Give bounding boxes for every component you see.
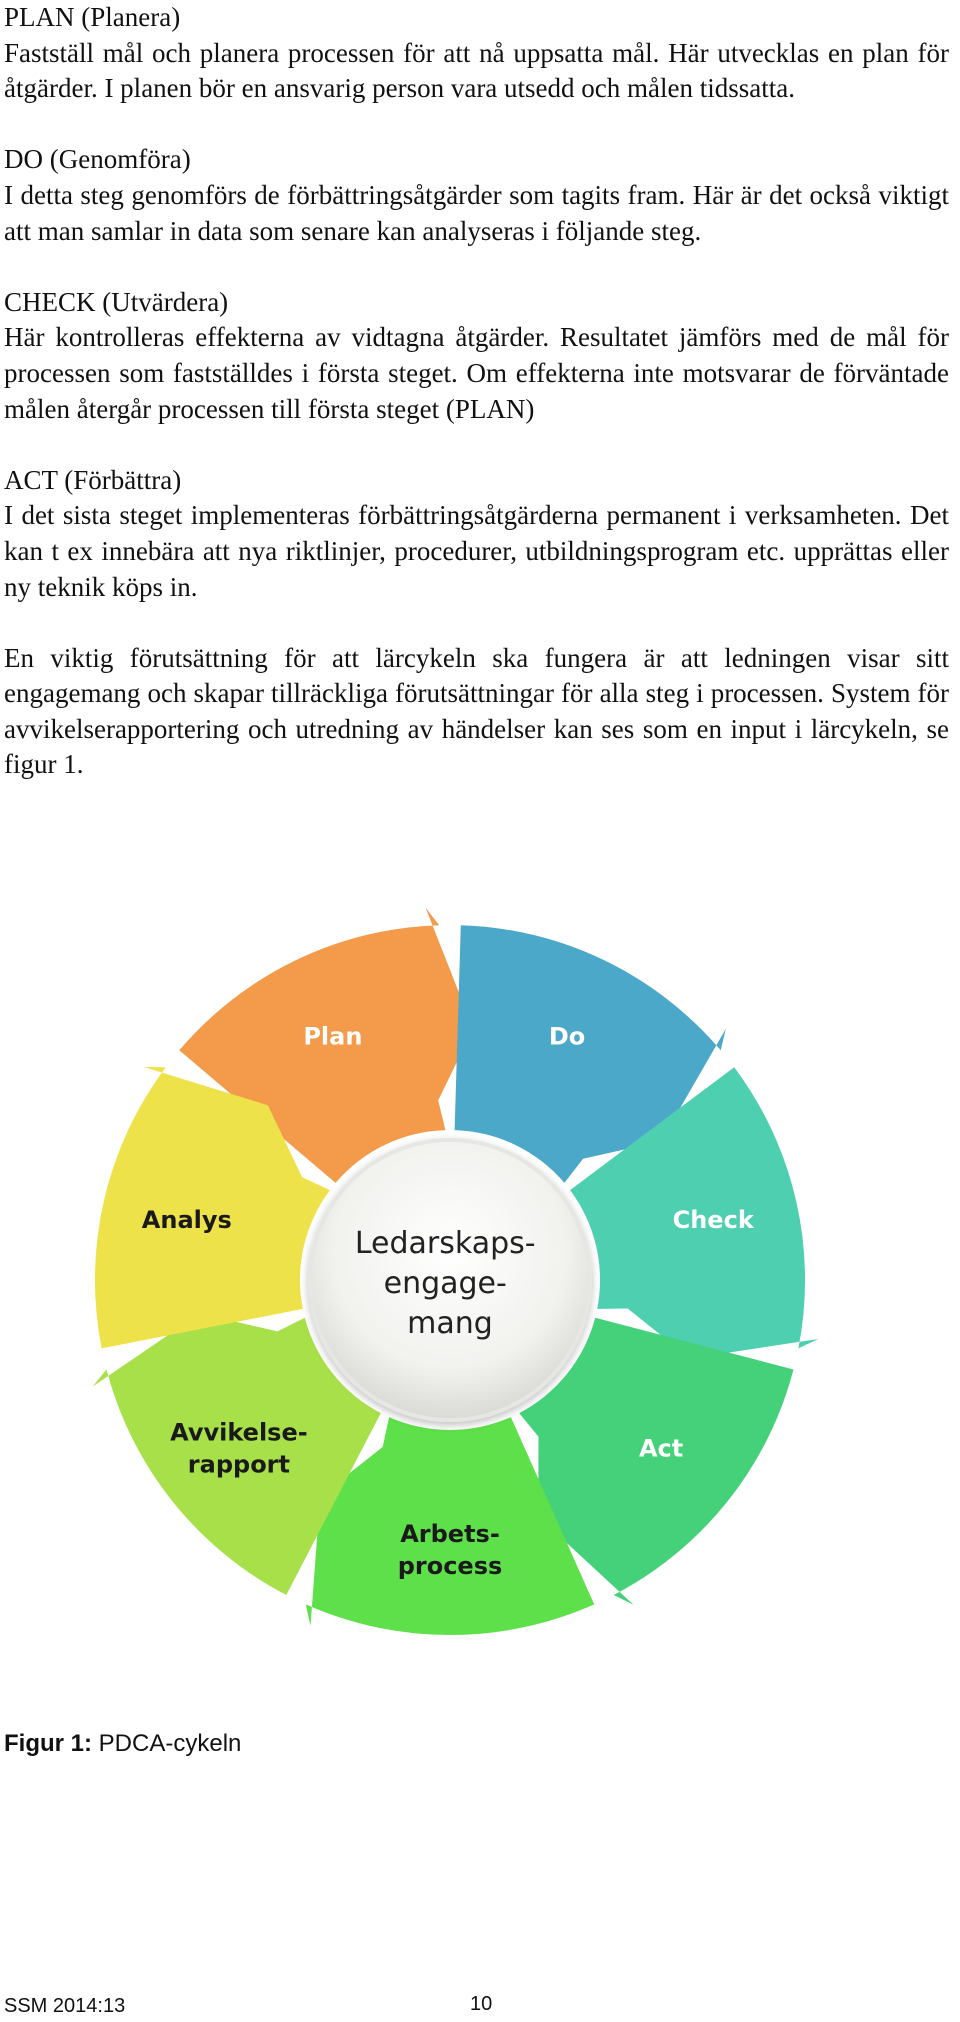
center-label-line: engage- xyxy=(383,1266,507,1301)
footer-page-number: 10 xyxy=(470,1993,493,2015)
caption-text: PDCA-cykeln xyxy=(92,1730,242,1757)
section-body: I detta steg genomförs de förbättringsåtgärder som tagits fram. Här är det också viktigt att man samlar in data som senare kan analyseras i följande steg. xyxy=(4,179,949,246)
figure-caption xyxy=(4,1730,241,1758)
center-label-line: Ledarskaps- xyxy=(354,1226,536,1261)
section-do xyxy=(4,142,949,249)
closing-section xyxy=(4,641,949,783)
segment-label-line: Analys xyxy=(141,1205,232,1234)
segment-label-line: Check xyxy=(672,1205,754,1234)
center-label-line: mang xyxy=(407,1306,493,1341)
pdca-figure xyxy=(60,885,840,1655)
segment-label-line: Avvikelse- xyxy=(170,1418,308,1447)
footer-report-id: SSM 2014:13 xyxy=(4,1995,126,2017)
section-body: Fastställ mål och planera processen för att nå uppsatta mål. Här utvecklas en plan för åtgärder. I planen bör en ansvarig person vara utsedd och målen tidssatta. xyxy=(4,37,949,104)
segment-label-line: Do xyxy=(548,1022,586,1051)
section-body: I det sista steget implementeras förbättringsåtgärderna permanent i verksamheten. Det kan t ex innebära att nya riktlinjer, procedurer, utbildningsprogram etc. upprättas eller ny teknik köps in. xyxy=(4,500,949,602)
segment-label xyxy=(303,1023,362,1051)
segment-label xyxy=(142,1206,232,1234)
pdca-cycle-diagram xyxy=(60,885,840,1655)
segment-label-line: rapport xyxy=(187,1450,290,1479)
section-heading: PLAN (Planera) xyxy=(4,2,181,32)
section-body: Här kontrolleras effekterna av vidtagna åtgärder. Resultatet jämförs med de mål för processen som fastställdes i första steget. Om effekterna inte motsvarar de förväntade målen återgår processen till första steget (PLAN) xyxy=(4,322,949,424)
section-heading: DO (Genomföra) xyxy=(4,144,191,175)
section-heading: ACT (Förbättra) xyxy=(4,464,182,495)
segment-label-line: Plan xyxy=(303,1022,363,1051)
section-heading: CHECK (Utvärdera) xyxy=(4,286,229,317)
text-block xyxy=(4,0,949,819)
section-plan xyxy=(4,0,949,107)
segment-label-line: process xyxy=(397,1552,503,1580)
segment-label xyxy=(549,1023,585,1051)
caption-bold: Figur 1: xyxy=(4,1730,92,1757)
closing-paragraph: En viktig förutsättning för att lärcykeln ska fungera är att ledningen visar sitt engagemang och skapar tillräckliga förutsättningar för alla steg i processen. System för avvikelserapportering och utredning av händelser kan ses som en input i lärcykeln, se figur 1. xyxy=(4,642,949,780)
section-check xyxy=(4,285,949,427)
segment-label xyxy=(673,1206,755,1234)
segment-label-line: Arbets- xyxy=(400,1520,500,1548)
segment-label-line: Act xyxy=(638,1434,684,1463)
segment-label xyxy=(639,1434,683,1462)
section-act xyxy=(4,463,949,605)
